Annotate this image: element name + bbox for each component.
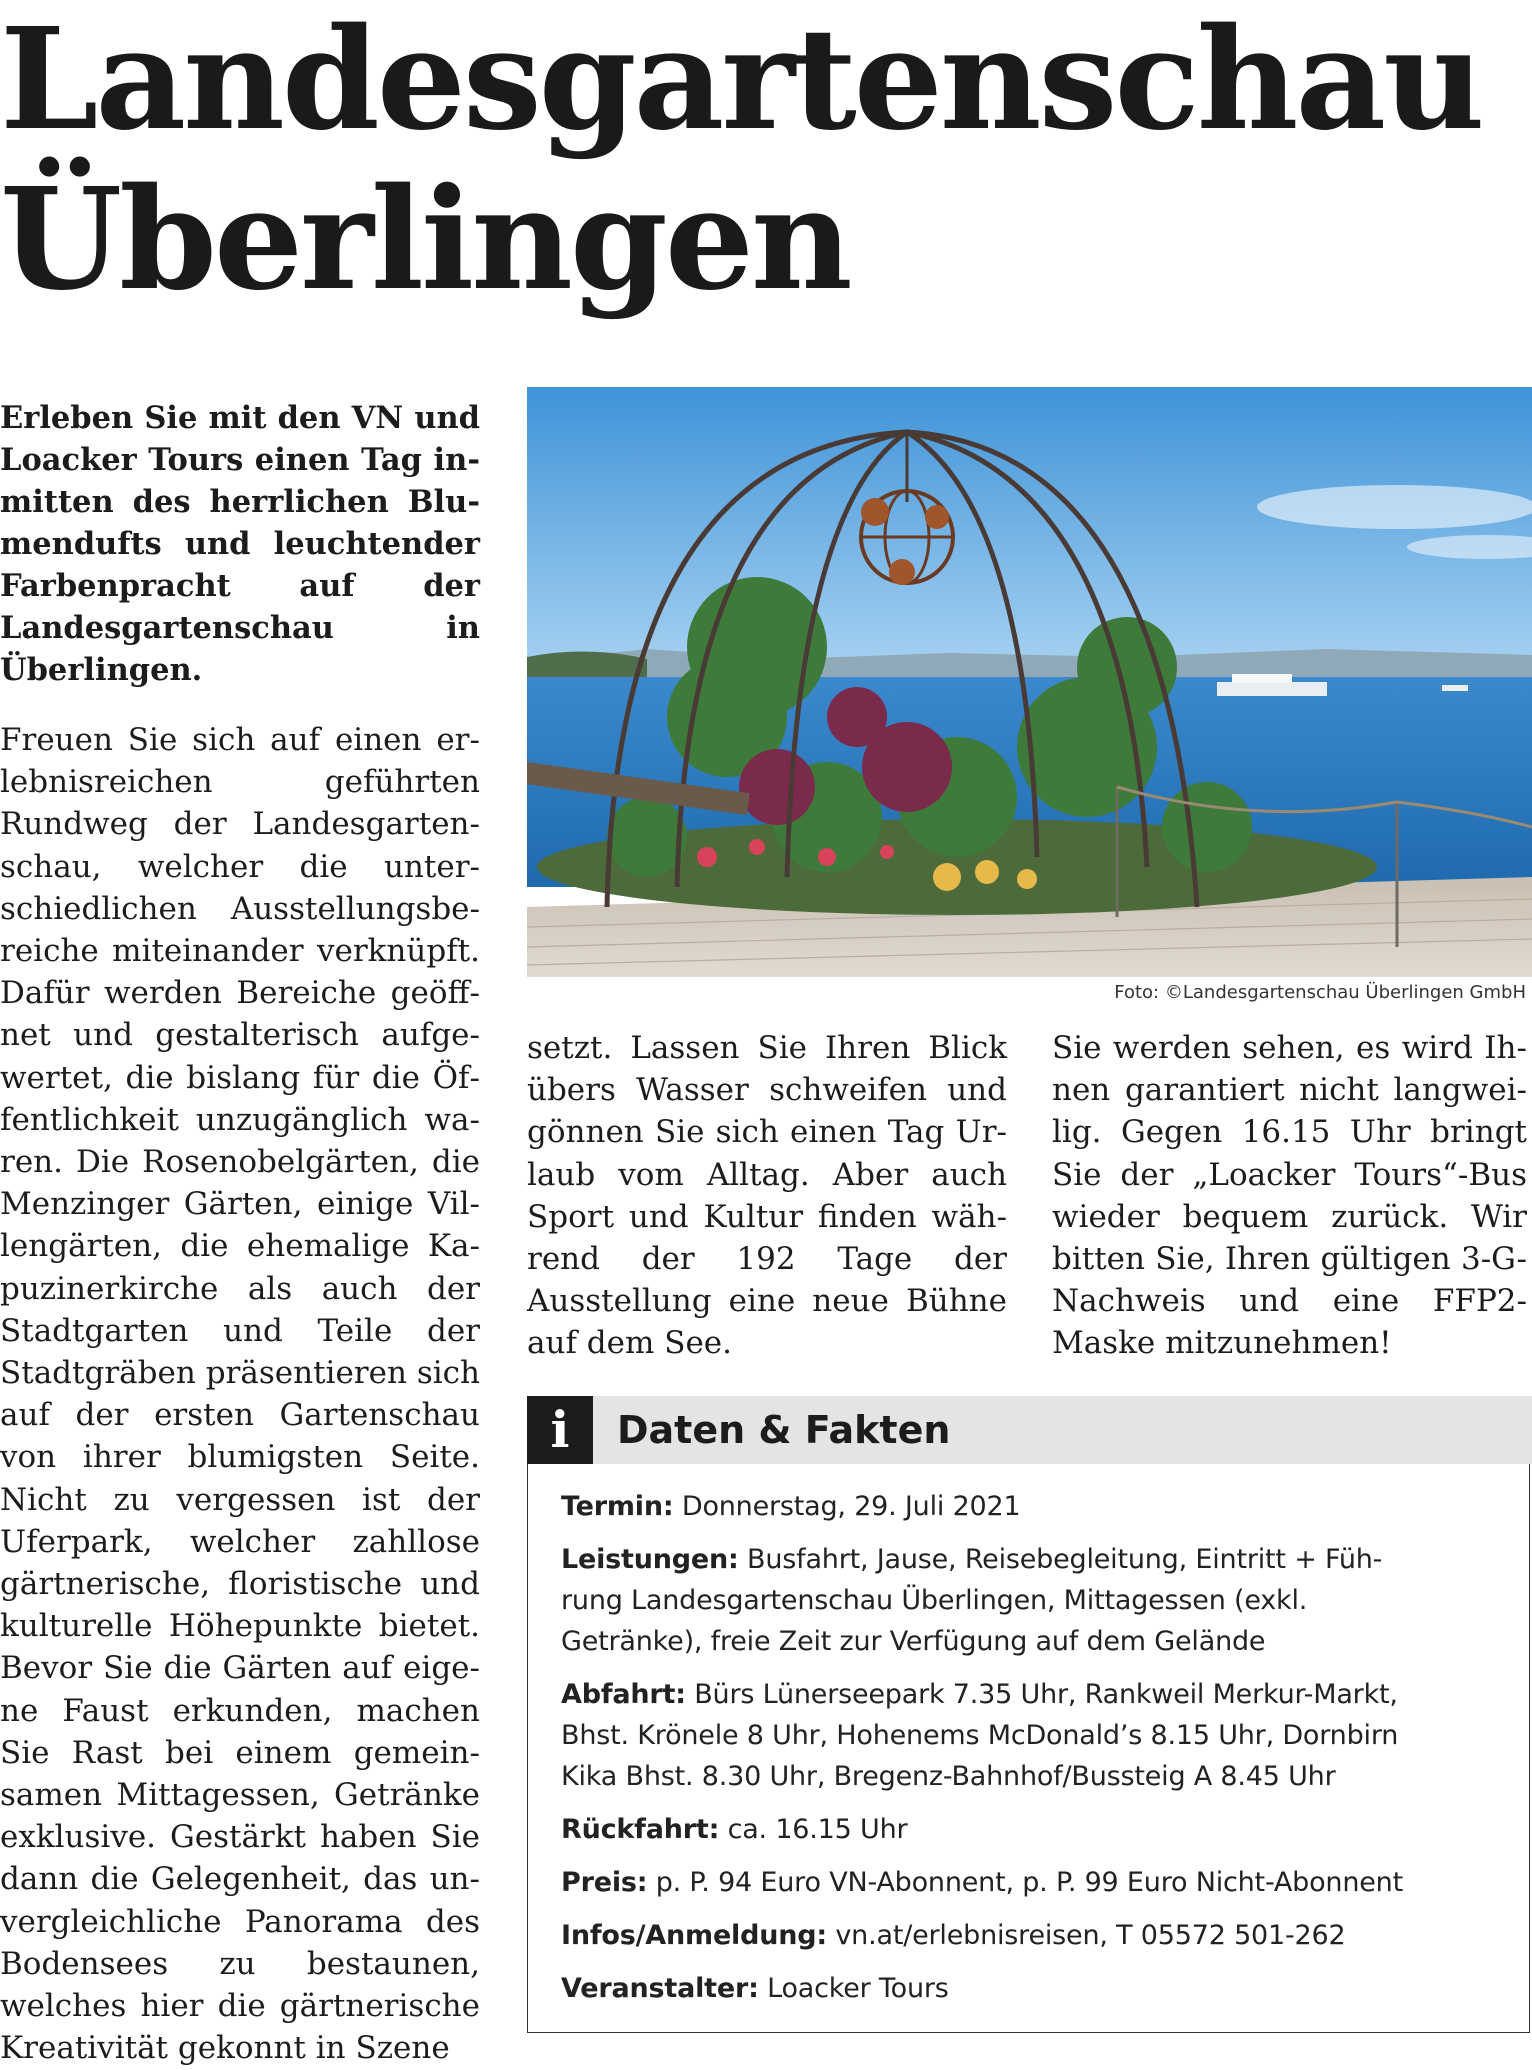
fact-label: Abfahrt: xyxy=(561,1679,686,1710)
fact-rueckfahrt xyxy=(561,1809,1521,1850)
fact-abfahrt xyxy=(561,1674,1521,1797)
fact-value: Bürs Lünerseepark 7.35 Uhr, Rankweil Merkur-Markt, xyxy=(685,1679,1398,1710)
fact-value: rung Landesgartenschau Überlingen, Mittagessen (exkl. xyxy=(561,1585,1308,1616)
body-text-column-1: Freuen Sie sich auf einen erlebnisreichen geführten Rundweg der Landesgartenschau, welcher die unterschiedlichen Ausstellungsbereiche miteinander verknüpft. Dafür werden Bereiche geöffnet und gestalterisch aufgewertet, die bislang für die Öffentlichkeit unzugänglich waren. Die Rosenobelgärten, die Menzinger Gärten, einige Villengärten, die ehemalige Kapuzinerkirche als auch der Stadtgarten und Teile der Stadtgräben präsentieren sich auf der ersten Gartenschau von ihrer blumigsten Seite. Nicht zu vergessen ist der Uferpark, welcher zahllose gärtnerische, floristische und kulturelle Höhepunkte bietet. Bevor Sie die Gärten auf eigene Faust erkunden, machen Sie Rast bei einem gemeinsamen Mittagessen, Getränke exklusive. Gestärkt haben Sie dann die Gelegenheit, das unvergleichliche Panorama des Bodensees zu bestaunen, welches hier die gärtnerische Kreativität gekonnt in Szene xyxy=(0,722,480,2067)
photo-garden-pavilion-lake xyxy=(527,387,1532,977)
article-column-3 xyxy=(1052,1027,1527,1365)
fact-value: Getränke), freie Zeit zur Verfügung auf dem Gelände xyxy=(561,1626,1266,1657)
headline xyxy=(0,0,1532,320)
fact-value: Donnerstag, 29. Juli 2021 xyxy=(673,1491,1021,1522)
fact-value: ca. 16.15 Uhr xyxy=(719,1814,908,1845)
fact-infos xyxy=(561,1915,1521,1956)
facts-title: Daten & Fakten xyxy=(617,1408,951,1452)
fact-label: Preis: xyxy=(561,1867,648,1898)
body-text-column-2: setzt. Lassen Sie Ihren Blick übers Wasser schweifen und gönnen Sie sich einen Tag Urlaub vom Alltag. Aber auch Sport und Kultur finden während der 192 Tage der Ausstellung eine neue Bühne auf dem See. xyxy=(527,1030,1007,1362)
photo-caption: Foto: ©Landesgartenschau Überlingen GmbH xyxy=(1114,982,1526,1003)
fact-veranstalter xyxy=(561,1968,1521,2009)
article-column-1 xyxy=(0,397,480,2070)
fact-value: Busfahrt, Jause, Reisebegleitung, Eintritt + Füh- xyxy=(738,1544,1383,1575)
body-text-column-3: Sie werden sehen, es wird Ihnen garantiert nicht langweilig. Gegen 16.15 Uhr bringt Sie der „Loacker Tours“-Bus wieder bequem zurück. Wir bitten Sie, Ihren gültigen 3-G-Nachweis und eine FFP2-Maske mitzunehmen! xyxy=(1052,1030,1527,1362)
fact-value: Kika Bhst. 8.30 Uhr, Bregenz-Bahnhof/Bussteig A 8.45 Uhr xyxy=(561,1761,1336,1792)
fact-value: p. P. 94 Euro VN-Abonnent, p. P. 99 Euro Nicht-Abonnent xyxy=(647,1867,1403,1898)
headline-line-1: Landesgartenschau xyxy=(0,0,1482,162)
facts-header xyxy=(527,1396,1532,1464)
fact-label: Leistungen: xyxy=(561,1544,739,1575)
fact-value: Bhst. Krönele 8 Uhr, Hohenems McDonald’s 8.15 Uhr, Dornbirn xyxy=(561,1720,1399,1751)
fact-label: Infos/Anmeldung: xyxy=(561,1920,828,1951)
facts-list xyxy=(561,1486,1521,2021)
fact-value: vn.at/erlebnisreisen, T 05572 501-262 xyxy=(827,1920,1346,1951)
fact-leistungen xyxy=(561,1539,1521,1662)
fact-termin xyxy=(561,1486,1521,1527)
fact-label: Veranstalter: xyxy=(561,1973,759,2004)
fact-label: Termin: xyxy=(561,1491,674,1522)
fact-value: Loacker Tours xyxy=(758,1973,949,2004)
facts-box xyxy=(527,1396,1532,2038)
info-icon: i xyxy=(527,1396,593,1464)
article-photo xyxy=(527,387,1532,977)
fact-label: Rückfahrt: xyxy=(561,1814,720,1845)
headline-line-2: Überlingen xyxy=(0,158,850,322)
article-column-2 xyxy=(527,1027,1007,1365)
fact-preis xyxy=(561,1862,1521,1903)
lead-paragraph: Erleben Sie mit den VN und Loacker Tours einen Tag inmitten des herrlichen Blumendufts und leuchtender Farbenpracht auf der Landesgartenschau in Überlingen. xyxy=(0,400,480,688)
